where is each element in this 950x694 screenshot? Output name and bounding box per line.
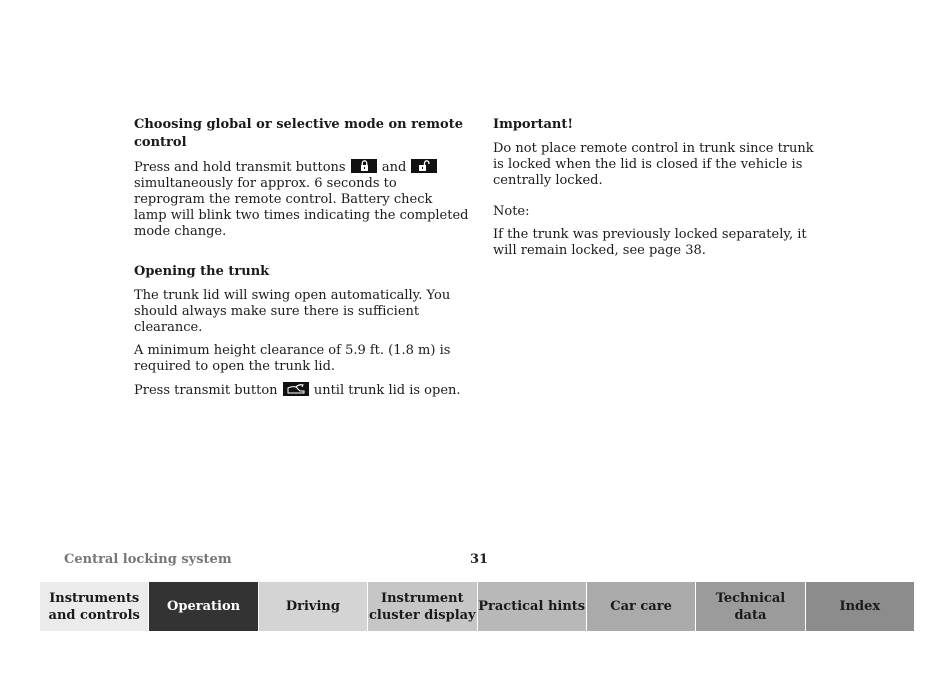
reprogram-text-a: Press and hold transmit buttons <box>134 160 346 175</box>
paragraph-important: Do not place remote control in trunk since trunk is locked when the lid is closed if the vehicle is centrally locked. <box>493 141 814 188</box>
nav-tab-index[interactable]: Index <box>806 582 914 631</box>
nav-tab-car-care[interactable]: Car care <box>587 582 696 631</box>
lock-icon <box>351 159 377 173</box>
heading-important: Important! <box>493 117 574 132</box>
note-label: Note: <box>493 204 530 219</box>
paragraph-press-transmit <box>134 382 469 399</box>
heading-opening-trunk: Opening the trunk <box>134 264 270 279</box>
trunk-open-icon <box>283 382 309 396</box>
nav-tab-instruments-and-controls[interactable]: Instruments and controls <box>40 582 149 631</box>
paragraph-reprogram <box>134 159 469 240</box>
left-column <box>134 116 469 406</box>
nav-tab-operation[interactable]: Operation <box>149 582 258 631</box>
nav-tab-driving[interactable]: Driving <box>259 582 368 631</box>
press-transmit-text-b: until trunk lid is open. <box>313 383 461 398</box>
page-number: 31 <box>470 552 489 567</box>
nav-tab-instrument-cluster-display[interactable]: Instrument cluster display <box>368 582 477 631</box>
paragraph-height-clearance: A minimum height clearance of 5.9 ft. (1.8 m) is required to open the trunk lid. <box>134 343 451 374</box>
heading-global-selective-mode: Choosing global or selective mode on remote control <box>134 117 463 150</box>
reprogram-text-and: and <box>381 160 407 175</box>
nav-tab-practical-hints[interactable]: Practical hints <box>478 582 587 631</box>
unlock-icon <box>411 159 437 173</box>
press-transmit-text-a: Press transmit button <box>134 383 278 398</box>
reprogram-text-b: simultaneously for approx. 6 seconds to reprogram the remote control. Battery check lamp will blink two times indicating the completed mode change. <box>134 176 469 239</box>
paragraph-trunk-swing: The trunk lid will swing open automatically. You should always make sure there is sufficient clearance. <box>134 288 451 335</box>
nav-tab-technical-data[interactable]: Technical data <box>696 582 805 631</box>
paragraph-note: If the trunk was previously locked separately, it will remain locked, see page 38. <box>493 227 807 258</box>
right-column <box>493 116 823 266</box>
section-nav-bar <box>40 582 914 631</box>
section-title: Central locking system <box>64 552 232 567</box>
